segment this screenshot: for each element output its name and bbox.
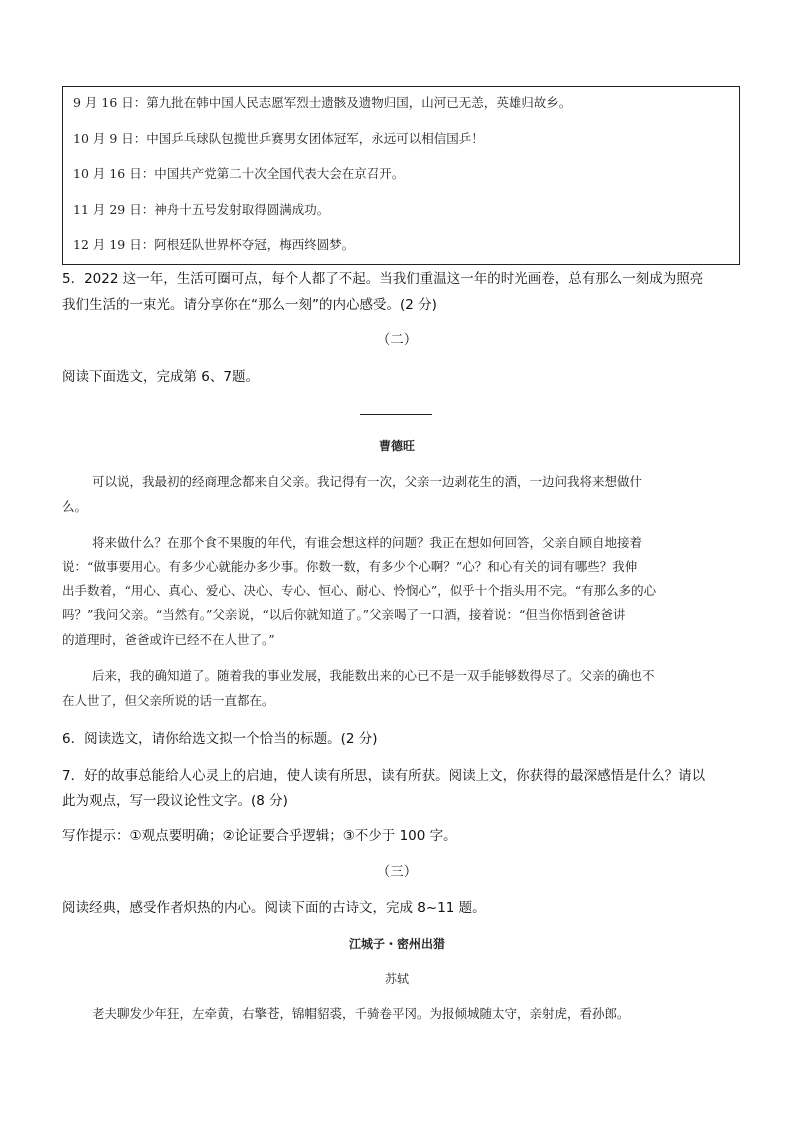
poem-author: 苏轼	[384, 972, 409, 986]
section-2-instruction: 阅读下面选文，完成第 6、7题。	[62, 369, 259, 385]
question-6: 6．阅读选文，请你给选文拟一个恰当的标题。(2 分)	[62, 731, 378, 747]
question-5-line-1: 5．2022 这一年，生活可圈可点，每个人都了不起。当我们重温这一年的时光画卷，总有那么一刻成为照亮	[62, 271, 704, 287]
passage-line: 出手数着，“用心、真心、爱心、决心、专心、恒心、耐心、怜悯心”，似乎十个指头用不完。“有那么多的心	[62, 583, 657, 598]
passage-line: 在人世了，但父亲所说的话一直都在。	[62, 693, 275, 708]
question-7-line-1: 7．好的故事总能给人心灵上的启迪，使人读有所思，读有所获。阅读上文，你获得的最深感悟是什么？请以	[62, 768, 706, 784]
poem-title: 江城子・密州出猎	[348, 937, 445, 951]
writing-tip: 写作提示：①观点要明确；②论证要合乎逻辑；③不少于 100 字。	[62, 828, 457, 844]
section-2-heading: （二）	[376, 332, 418, 348]
timeline-item: 10 月 9 日：中国乒乓球队包揽世乒赛男女团体冠军，永远可以相信国乒！	[73, 131, 484, 146]
passage-line: 么。	[62, 499, 88, 514]
section-3-heading: （三）	[376, 864, 418, 880]
timeline-item: 12 月 19 日：阿根廷队世界杯夺冠，梅西终圆梦。	[73, 237, 355, 252]
timeline-item: 10 月 16 日：中国共产党第二十次全国代表大会在京召开。	[73, 166, 405, 181]
question-5-line-2: 我们生活的一束光。请分享你在“那么一刻”的内心感受。(2 分)	[62, 297, 437, 313]
title-blank-line	[360, 414, 432, 415]
passage-line: 将来做什么？在那个食不果腹的年代，有谁会想这样的问题？我正在想如何回答，父亲自顾自地接着	[92, 535, 643, 550]
passage-line: 的道理时，爸爸或许已经不在人世了。”	[62, 632, 275, 647]
passage-line: 可以说，我最初的经商理念都来自父亲。我记得有一次，父亲一边剥花生的酒，一边问我将来想做什	[92, 474, 643, 489]
timeline-box	[62, 86, 740, 265]
section-3-instruction: 阅读经典，感受作者炽热的内心。阅读下面的古诗文，完成 8~11 题。	[62, 900, 486, 916]
passage-line: 吗？”我问父亲。“当然有。”父亲说，“以后你就知道了。”父亲喝了一口酒，接着说：“但当你悟到爸爸讲	[62, 607, 626, 622]
passage-author: 曹德旺	[378, 439, 415, 453]
passage-line: 后来，我的确知道了。随着我的事业发展，我能数出来的心已不是一双手能够数得尽了。父亲的确也不	[92, 668, 655, 683]
timeline-item: 11 月 29 日：神舟十五号发射取得圆满成功。	[73, 202, 330, 217]
passage-line: 说：“做事要用心。有多少心就能办多少事。你数一数，有多少个心啊？”心？和心有关的词有哪些？我伸	[62, 559, 638, 574]
poem-line: 老夫聊发少年狂，左牵黄，右擎苍，锦帽貂裘，千骑卷平冈。为报倾城随太守，亲射虎，看孙郎。	[92, 1006, 630, 1021]
timeline-item: 9 月 16 日：第九批在韩中国人民志愿军烈士遗骸及遗物归国，山河已无恙，英雄归故乡。	[73, 95, 572, 110]
question-7-line-2: 此为观点，写一段议论性文字。(8 分)	[62, 793, 288, 809]
